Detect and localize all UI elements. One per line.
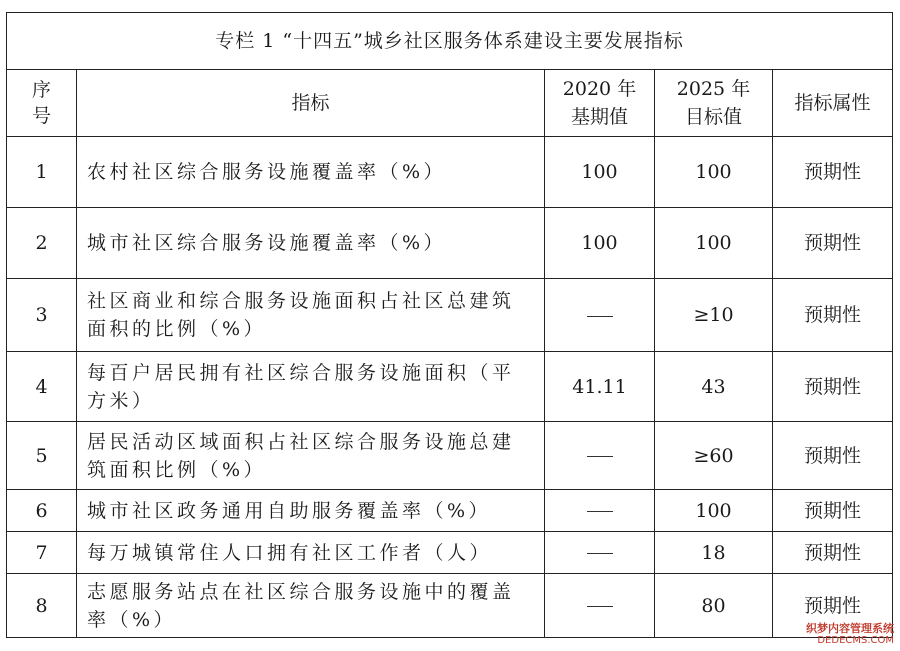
header-seq: 序号	[7, 70, 77, 137]
row-number: 5	[7, 422, 77, 490]
row-indicator: 城市社区综合服务设施覆盖率（%）	[77, 208, 545, 279]
row-number: 8	[7, 574, 77, 638]
row-base-value: 100	[545, 208, 655, 279]
dash-mark	[587, 606, 613, 607]
row-attribute: 预期性	[773, 208, 893, 279]
table-row	[7, 137, 893, 208]
row-indicator: 志愿服务站点在社区综合服务设施中的覆盖率（%）	[77, 574, 545, 638]
row-number: 6	[7, 490, 77, 532]
row-attribute: 预期性	[773, 532, 893, 574]
table-row	[7, 279, 893, 352]
dash-mark	[587, 456, 613, 457]
header-row	[7, 70, 893, 137]
row-base-value	[545, 279, 655, 352]
row-target-value: ≥10	[655, 279, 773, 352]
table-row	[7, 490, 893, 532]
row-base-value	[545, 422, 655, 490]
row-target-value: ≥60	[655, 422, 773, 490]
row-indicator: 居民活动区域面积占社区综合服务设施总建筑面积比例（%）	[77, 422, 545, 490]
row-base-value: 100	[545, 137, 655, 208]
row-indicator: 城市社区政务通用自助服务覆盖率（%）	[77, 490, 545, 532]
row-number: 1	[7, 137, 77, 208]
row-attribute: 预期性	[773, 490, 893, 532]
row-indicator: 每百户居民拥有社区综合服务设施面积（平方米）	[77, 352, 545, 422]
row-attribute: 预期性	[773, 279, 893, 352]
row-base-value	[545, 490, 655, 532]
row-target-value: 80	[655, 574, 773, 638]
table-row	[7, 208, 893, 279]
row-attribute: 预期性	[773, 574, 893, 638]
row-attribute: 预期性	[773, 137, 893, 208]
table-row	[7, 574, 893, 638]
row-base-value	[545, 574, 655, 638]
header-indicator: 指标	[77, 70, 545, 137]
table-row	[7, 352, 893, 422]
row-number: 3	[7, 279, 77, 352]
header-base-2020: 2020 年基期值	[545, 70, 655, 137]
table-title: 专栏 1 “十四五”城乡社区服务体系建设主要发展指标	[7, 13, 893, 70]
row-target-value: 100	[655, 208, 773, 279]
row-indicator: 每万城镇常住人口拥有社区工作者（人）	[77, 532, 545, 574]
indicators-table	[6, 12, 893, 638]
watermark-cn: 织梦内容管理系统	[806, 622, 894, 635]
row-indicator: 社区商业和综合服务设施面积占社区总建筑面积的比例（%）	[77, 279, 545, 352]
header-attribute: 指标属性	[773, 70, 893, 137]
row-indicator: 农村社区综合服务设施覆盖率（%）	[77, 137, 545, 208]
dash-mark	[587, 316, 613, 317]
table-row	[7, 422, 893, 490]
row-target-value: 18	[655, 532, 773, 574]
row-target-value: 100	[655, 490, 773, 532]
row-attribute: 预期性	[773, 422, 893, 490]
row-target-value: 43	[655, 352, 773, 422]
table-row	[7, 532, 893, 574]
title-row	[7, 13, 893, 70]
row-base-value: 41.11	[545, 352, 655, 422]
header-target-2025: 2025 年目标值	[655, 70, 773, 137]
row-number: 2	[7, 208, 77, 279]
site-watermark	[806, 622, 894, 647]
row-number: 4	[7, 352, 77, 422]
row-base-value	[545, 532, 655, 574]
watermark-en: DEDECMS.COM	[817, 635, 894, 646]
dash-mark	[587, 511, 613, 512]
row-target-value: 100	[655, 137, 773, 208]
dash-mark	[587, 553, 613, 554]
row-number: 7	[7, 532, 77, 574]
row-attribute: 预期性	[773, 352, 893, 422]
